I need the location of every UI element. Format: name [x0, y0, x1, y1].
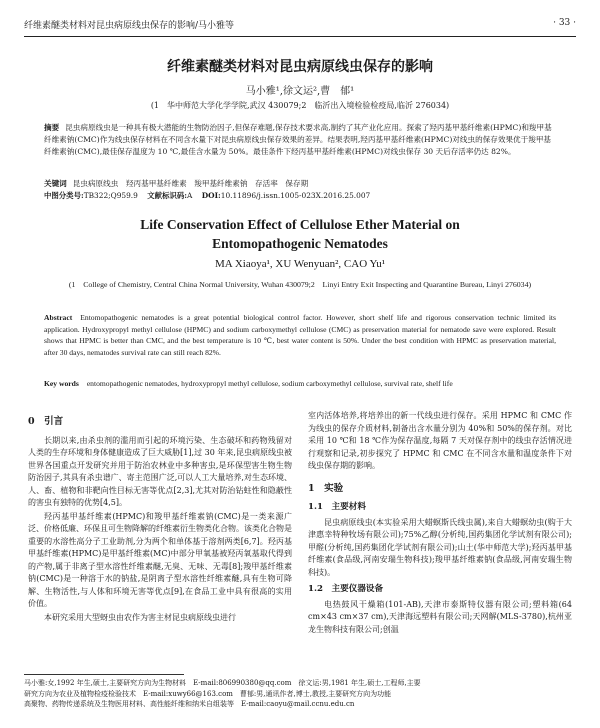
english-abstract-label: Abstract	[44, 313, 73, 322]
chinese-keywords-text: 昆虫病原线虫 羟丙基甲基纤维素 羧甲基纤维素钠 存活率 保存期	[72, 179, 309, 188]
english-keywords-label: Key words	[44, 379, 79, 388]
classification-line	[44, 190, 556, 202]
section-1-heading: 1 实验	[308, 482, 344, 494]
intro-continuation: 室内活体培养,将培养出的新一代线虫进行保存。采用 HPMC 和 CMC 作为线虫的保存介质材料,制备出含水量分别为 40%和 50%的保存剂。对比采用 10 ℃和 18 ℃作为保存温度,每隔 7 天对保存剂中的线虫存活情况进行观察和记录,初步探究了 HPMC 和 CMC 在不同含水量和温度条件下对线虫保存期的影响。	[308, 411, 572, 470]
left-column	[28, 410, 292, 625]
right-column	[308, 410, 572, 637]
english-keywords-text: entomopathogenic nematodes, hydroxypropyl methyl cellulose, sodium carboxymethyl cellulose, survival rate, shelf life	[86, 379, 453, 388]
subsection-1-2-text: 电热鼓风干燥箱(101-AB),天津市泰斯特仪器有限公司;塑料箱(64 cm×43 cm×37 cm),天津海远塑料有限公司;天网解(MLS-3780),杭州亚龙生物科技有限公司;创温	[308, 599, 572, 634]
english-authors: MA Xiaoya¹, XU Wenyuan², CAO Yu¹	[214, 258, 386, 270]
english-abstract	[44, 312, 556, 358]
chinese-authors: 马小雅¹,徐文运²,曹 郁¹	[245, 86, 355, 97]
clc-value: TB322;Q959.9	[83, 191, 138, 200]
subsection-1-1-heading: 1.1 主要材料	[308, 502, 366, 512]
english-affiliation: (1 College of Chemistry, Central China Normal University, Wuhan 430079;2 Linyi Entry Exit Inspecting and Quarantine Bureau, Linyi 276034)	[68, 280, 532, 289]
section-0-paragraph-2: 羟丙基甲基纤维素(HPMC)和羧甲基纤维素钠(CMC)是一类来源广泛、价格低廉、环保且可生物降解的纤维素衍生物类化合物。该类化合物是重要的水溶性高分子工业助剂,分为两个和单体基于溶剂两类[6,7]。羟丙基甲基纤维素(HPMC)是甲基纤维素(MC)中部分甲氧基被羟丙氧基取代得到的产物,属于非离子型水溶性纤维素醚,无臭、无味、无毒[8];羧甲基纤维素钠(CMC)是一种溶于水的钠盐,是阴离子型水溶性纤维素醚,具有生物可降解、生物活性,与人体和环境无害等优点[9],在食品工业中具有很高的实用价值。	[28, 511, 292, 608]
footnote-line-2: 研究方向为农业及植物检疫检验技术 E-mail:xuwy66@163.com 曹郁:男,通讯作者,博士,教授,主要研究方向为功能	[24, 689, 392, 698]
doc-code-label: 文献标识码:	[147, 191, 187, 200]
page-number: · 33 ·	[553, 18, 576, 28]
section-0-heading: 0 引言	[28, 416, 64, 427]
chinese-keywords	[44, 178, 556, 190]
subsection-1-2-heading: 1.2 主要仪器设备	[308, 584, 384, 594]
chinese-affiliation: (1 华中师范大学化学学院,武汉 430079;2 临沂出入境检验检疫局,临沂 276034)	[150, 101, 450, 110]
section-0-paragraph-3: 本研究采用大型蚜虫由农作为害主材昆虫病原线虫进行	[44, 612, 236, 622]
english-abstract-text: Entomopathogenic nematodes is a great potential biological control factor. However, short shelf life and rigorous conservation technic limited its application. Hydroxypropyl methyl cellulose (HPMC) and sodium carboxymethyl cellulose (CMC) as preservation material for nematode save were explored. Result shows that HPMC is better than CMC, and the best temperature is 10 ℃, best water content is 50%. Under the best condition with HPMC as preservation material, after 30 days, nematodes survival rate can still reach 82%.	[44, 313, 556, 357]
english-title	[0, 215, 600, 253]
footnote-line-3: 高聚物、药物传递系统及生物医用材料、高性能纤维和纳米自组装等 E-mail:caoyu@mail.ccnu.edu.cn	[24, 700, 355, 708]
chinese-abstract-label: 摘要	[44, 123, 60, 132]
chinese-abstract	[44, 122, 556, 158]
chinese-abstract-text: 昆虫病原线虫是一种具有极大潜能的生物防治因子,但保存难题,保存技术要求高,制约了其产业化应用。探索了羟丙基甲基纤维素(HPMC)和羧甲基纤维素钠(CMC)作为线虫保存材料在不同含水量下对昆虫病原线虫保存效果的差异。结果表明,羟丙基甲基纤维素(HPMC)对线虫的保存效果优于羧甲基纤维素钠(CMC),最佳保存温度为 10 ℃,最佳含水量为 50%。最佳条件下经丙基甲基纤维素(HPMC)对线虫保存 30 天后存活率仍达 82%。	[44, 123, 552, 156]
footnote-rule	[24, 674, 184, 675]
doc-code-value: A	[186, 191, 193, 200]
chinese-keywords-label: 关键词	[44, 179, 67, 188]
header-rule	[24, 36, 576, 37]
doi-value: 10.11896/j.issn.1005-023X.2016.25.007	[220, 191, 371, 200]
running-header-title: 纤维素醚类材料对昆虫病原线虫保存的影响/马小雅等	[24, 21, 235, 31]
chinese-title: 纤维素醚类材料对昆虫病原线虫保存的影响	[167, 59, 433, 75]
english-title-line-2: Entomopathogenic Nematodes	[212, 236, 388, 251]
running-header	[24, 18, 576, 32]
english-keywords	[44, 378, 556, 390]
author-footnotes	[24, 678, 576, 710]
footnote-line-1: 马小雅:女,1992 年生,硕士,主要研究方向为生物材料 E-mail:806990380@qq.com 徐文运:男,1981 年生,硕士,工程师,主要	[24, 679, 421, 687]
english-title-line-1: Life Conservation Effect of Cellulose Ether Material on	[140, 217, 460, 232]
section-0-paragraph-1: 长期以来,由杀虫剂的滥用而引起的环境污染、生态破坏和药物残留对人类的生存环境和身体健康造成了巨大威胁[1],过 30 年来,昆虫病原线虫被世界各国重点开发研究并用于防治农林业中多种害虫,是环保型害生物生物防治因子,其具有杀虫谱广、寄主范围广泛,可以人工大量培养,对生态环境、人、畜、植物和非靶向性目标无害等优点[2,3],尤其对防治钻蛀性和隐蔽性的害虫有独特的优势[4,5]。	[28, 435, 292, 507]
subsection-1-1-text: 昆虫病原线虫(本实验采用大蜡螟斯氏线虫属),来自大蜡螟幼虫(购于大津惠幸特种牧场有限公司);75%乙醇(分析纯,国药集团化学试剂有限公司);甲醛(分析纯,国药集团化学试剂有限公司);山土(华中师范大学);羟丙基甲基纤维素(食品级,河南安瑞生物科技);羧甲基纤维素钠(食品级,河南安瑞生物科技)。	[308, 517, 572, 577]
doi-label: DOI:	[201, 191, 221, 200]
clc-label: 中图分类号:	[44, 191, 84, 200]
